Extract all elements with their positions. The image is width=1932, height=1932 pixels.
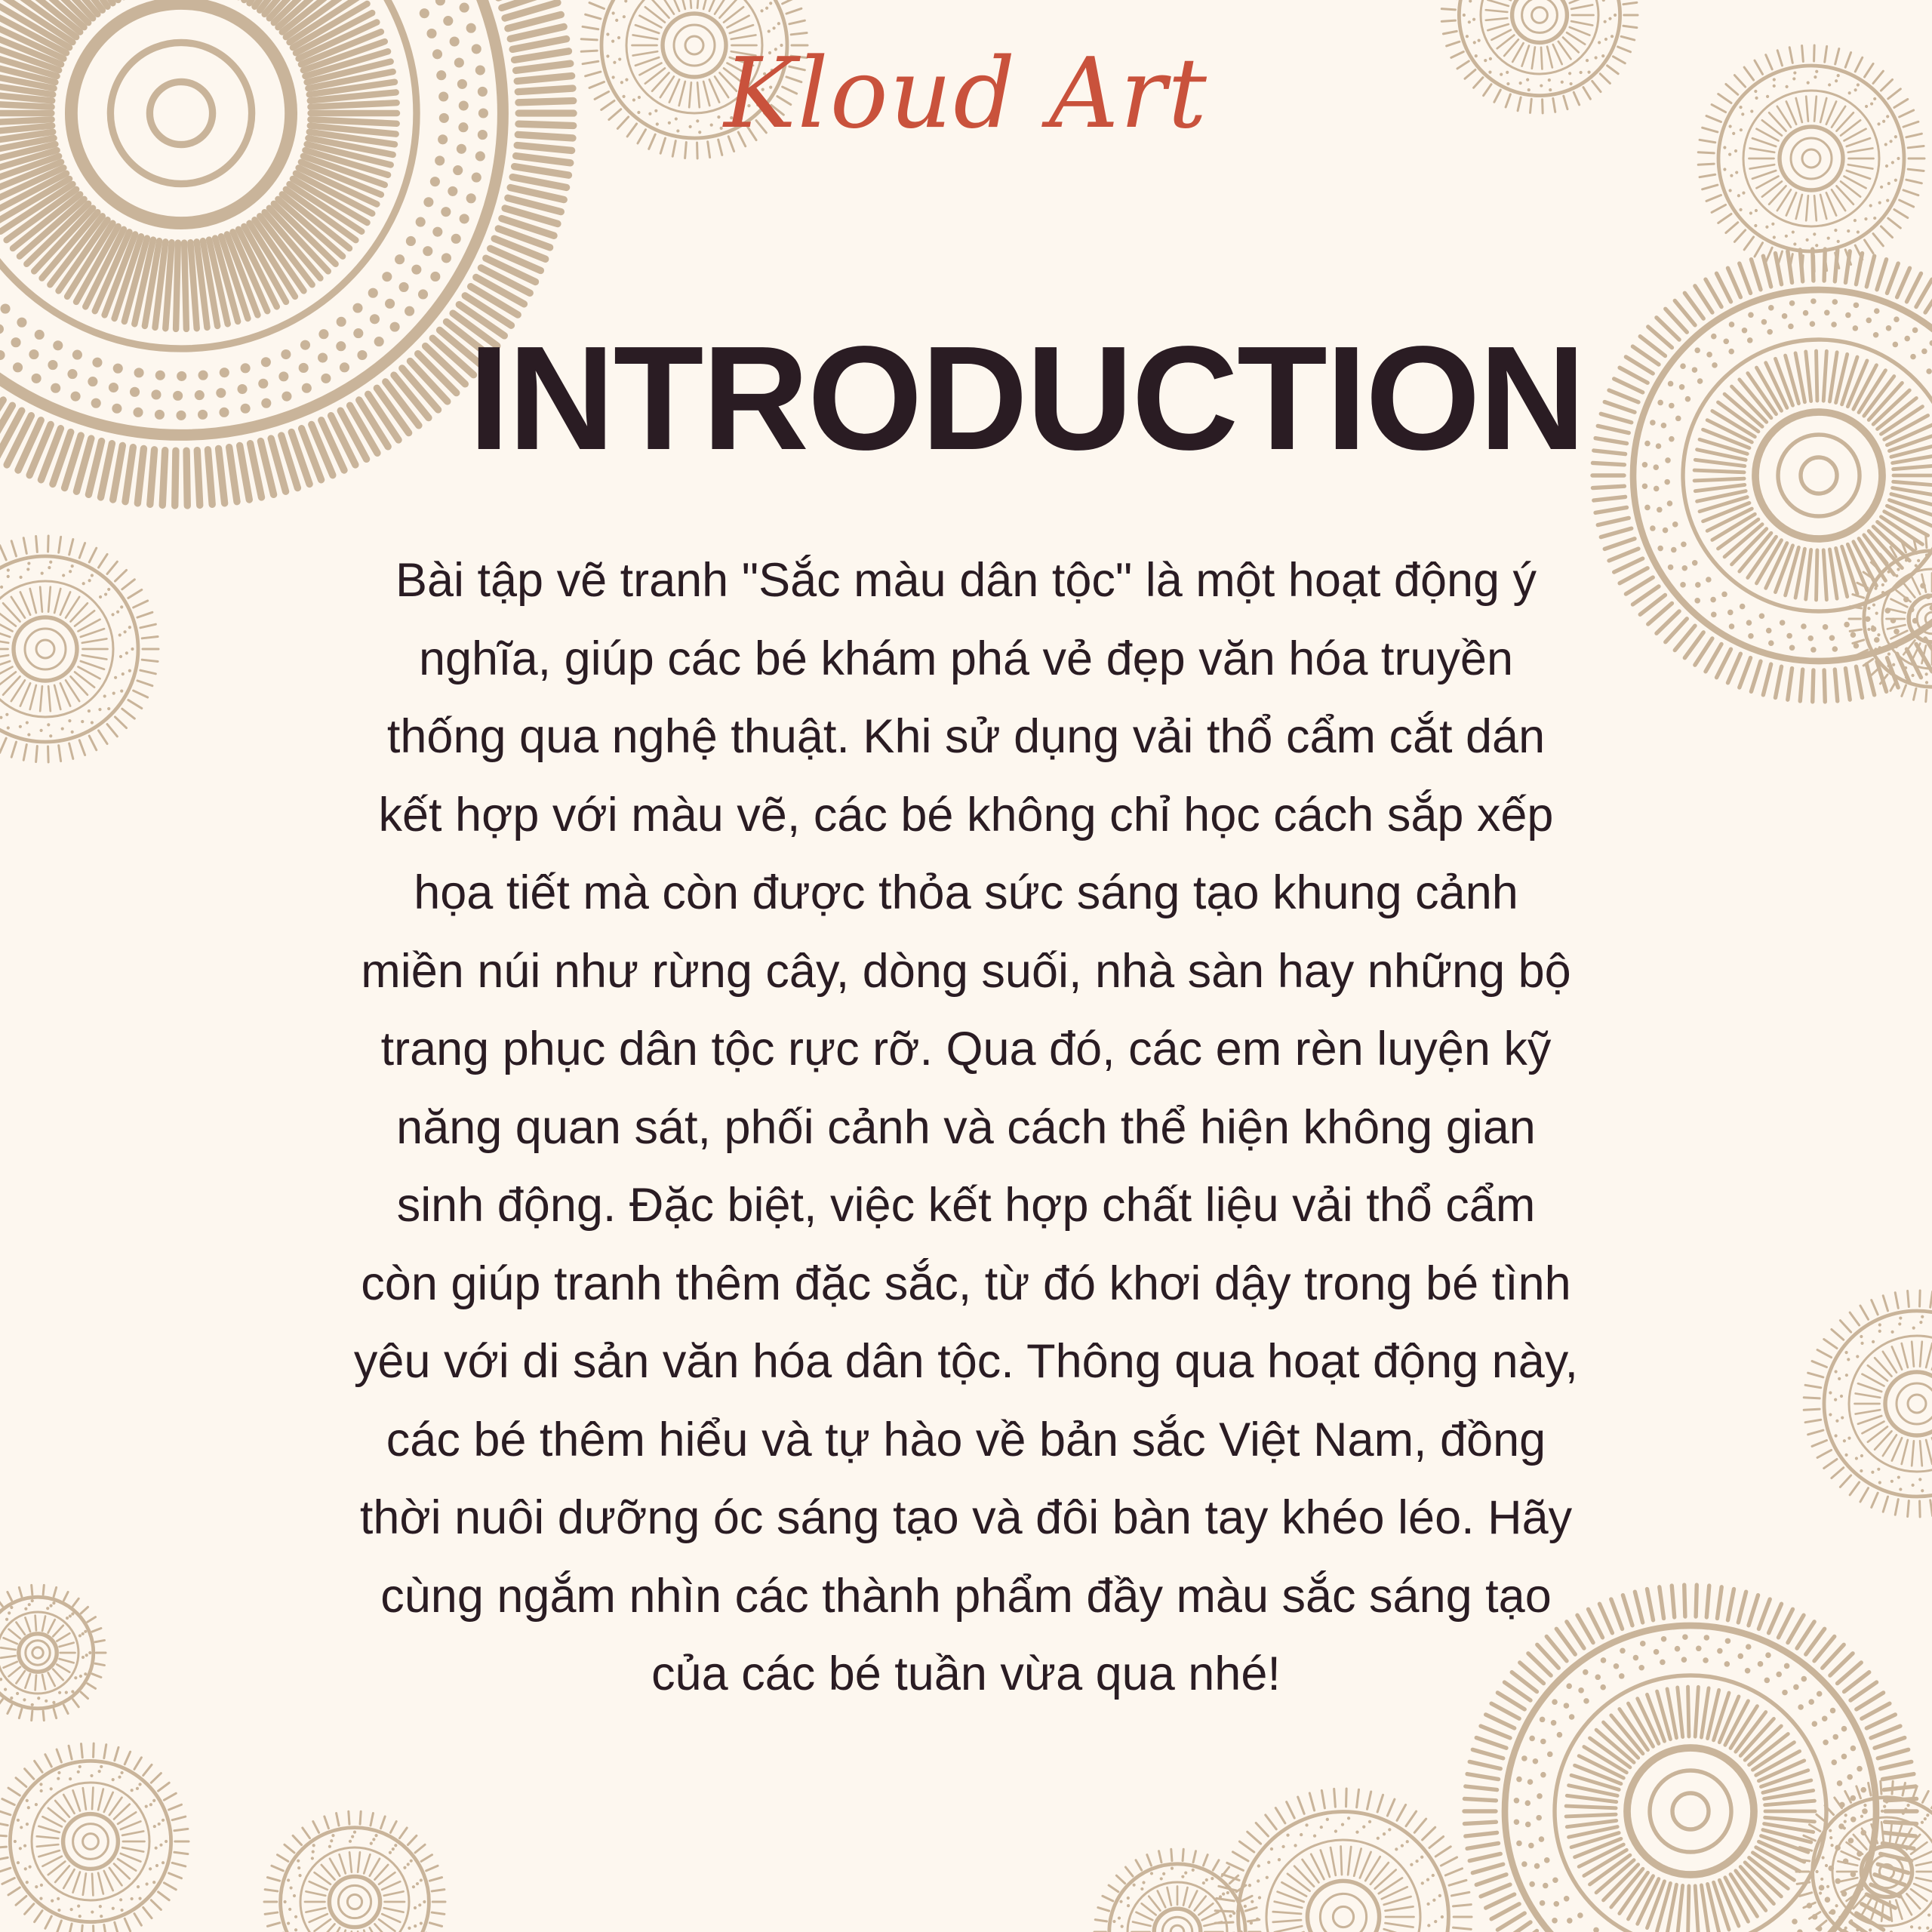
intro-line: các bé thêm hiểu và tự hào về bản sắc Việt Nam, đồng [386, 1413, 1546, 1466]
intro-line: còn giúp tranh thêm đặc sắc, từ đó khơi dậy trong bé tình [361, 1257, 1571, 1310]
intro-line: thời nuôi dưỡng óc sáng tạo và đôi bàn tay khéo léo. Hãy [359, 1491, 1573, 1544]
intro-line: cùng ngắm nhìn các thành phẩm đầy màu sắc sáng tạo [380, 1569, 1552, 1623]
page-title: INTRODUCTION [468, 315, 1585, 481]
intro-line: trang phục dân tộc rực rỡ. Qua đó, các em rèn luyện kỹ [380, 1023, 1552, 1075]
intro-line: năng quan sát, phối cảnh và cách thể hiện không gian [396, 1100, 1536, 1154]
brand-logo: Kloud Art [724, 38, 1208, 150]
circle-ornament [0, 536, 158, 762]
intro-line: sinh động. Đặc biệt, việc kết hợp chất liệu vải thổ cẩm [396, 1179, 1536, 1232]
circle-ornament [0, 1585, 106, 1720]
circle-ornament [1804, 1291, 1932, 1517]
intro-line: nghĩa, giúp các bé khám phá vẻ đẹp văn hóa truyền [418, 632, 1513, 685]
circle-ornament [0, 1743, 189, 1932]
intro-line: yêu với di sản văn hóa dân tộc. Thông qua hoạt động này, [353, 1335, 1579, 1388]
intro-line: họa tiết mà còn được thỏa sức sáng tạo khung cảnh [414, 866, 1518, 919]
circle-ornament [1215, 1789, 1472, 1932]
intro-line: thống qua nghệ thuật. Khi sử dụng vải thổ cẩm cắt dán [386, 710, 1546, 763]
intro-line: Bài tập vẽ tranh "Sắc màu dân tộc" là một hoạt động ý [395, 554, 1537, 607]
intro-paragraph [226, 542, 1706, 1714]
intro-line: miền núi như rừng cây, dòng suối, nhà sàn hay những bộ [361, 944, 1571, 998]
intro-line: của các bé tuần vừa qua nhé! [651, 1647, 1281, 1700]
circle-ornament [264, 1811, 445, 1932]
intro-line: kết hợp với màu vẽ, các bé không chỉ học cách sắp xếp [378, 788, 1554, 841]
